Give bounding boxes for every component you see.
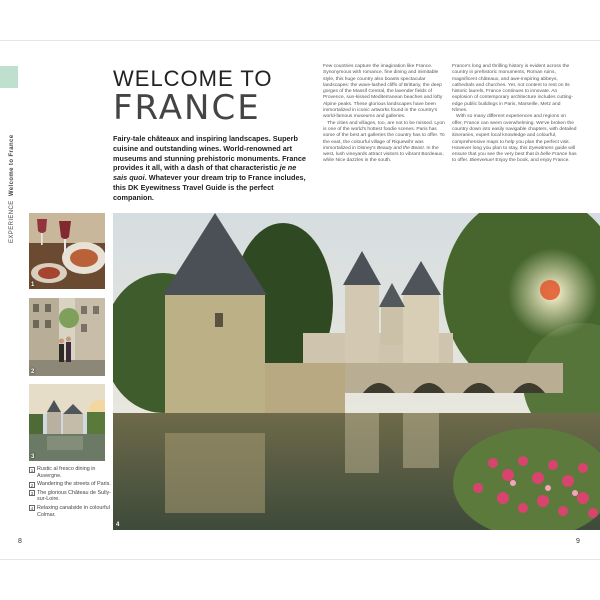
caption-3: 3 The glorious Château de Sully-sur-Loire. xyxy=(30,489,112,503)
photo-dining xyxy=(29,213,105,289)
column-b-paragraph-1: France's long and thrilling history is evident across the country in prehistoric monuments, Roman ruins, magnificent châteaux, and awe-inspiring abbeys, cathedrals and churches. Yet, not content to rest on its historic laurels, France continues to innovate. An explosion of contemporary architecture includes cutting-edge public buildings in Paris, Marseille, Metz and Nîmes. xyxy=(452,64,573,114)
column-a-paragraph-2: The cities and villages, too, are not to be missed. Lyon is one of the world's hottest foodie scenes. Paris has some of the best art galleries the country has to offer. To the east, the colourful village of Riquewihr was immortalized in Disney's Beauty and the Beast. In the west, lush vineyards attract visitors to vibrant Bordeaux, while Nice dazzles in the south. xyxy=(323,120,445,164)
street-photo-image xyxy=(29,298,105,376)
photo-captions xyxy=(29,466,111,520)
text-column-a xyxy=(323,64,448,165)
chateau-main-photo-image xyxy=(113,213,600,530)
photo-number: 1 xyxy=(31,282,35,288)
section-topic: Welcome to France xyxy=(9,134,15,197)
text-column-b xyxy=(452,64,577,165)
photo-paris-street xyxy=(29,298,105,376)
photo-number: 3 xyxy=(31,454,35,460)
photo-chateau-small xyxy=(29,384,105,461)
caption-4: 4 Relaxing canalside in colourful Colmar. xyxy=(30,504,110,518)
page-number-right: 9 xyxy=(576,538,580,545)
section-label xyxy=(9,123,15,243)
page-number-left: 8 xyxy=(18,538,22,545)
column-a-paragraph-1: Few countries capture the imagination like France. Synonymous with romance, fine dining and inimitable style, this huge country also boasts spectacular landscapes: the wave-lashed cliffs of Brittany, the deep gorges of the Massif Central, the lavender fields of Provence, sun-kissed Mediterranean beaches and lofty Alpine peaks. These glorious landscapes have been immortalized in iconic artworks found in the country's world-famous museums and galleries. xyxy=(323,64,443,120)
dining-photo-image xyxy=(29,213,105,289)
title-line-1: WELCOME TO xyxy=(113,66,273,91)
caption-1: 1 Rustic al fresco dining in Auvergne. xyxy=(30,466,96,479)
title-line-2: FRANCE xyxy=(113,88,261,128)
section-name: EXPERIENCE xyxy=(9,200,15,243)
caption-2: 2 Wandering the streets of Paris. xyxy=(30,481,111,488)
photo-number: 4 xyxy=(116,522,120,528)
chateau-small-photo-image xyxy=(29,384,105,461)
intro-paragraph: Fairy-tale châteaux and inspiring landscapes. Superb cuisine and outstanding wines. World-renowned art museums and stunning prehistoric monuments. France provides it all, with a dash of that characteristic je ne sais quoi. Whatever your dream trip to France includes, this DK Eyewitness Travel Guide is the perfect companion. xyxy=(113,134,306,202)
section-tab xyxy=(0,66,18,88)
photo-number: 2 xyxy=(31,369,35,375)
photo-chateau-main xyxy=(113,213,600,530)
column-b-paragraph-2: With so many different experiences and regions on offer, France can seem overwhelming. We've broken the country down into easily navigable chapters, with detailed itineraries, expert local knowledge and colourful, comprehensive maps to help you plan the perfect visit. However long you plan to stay, this Eyewitness guide will ensure that you see the very best that la belle France has to offer. Bienvenue! Enjoy the book, and enjoy France. xyxy=(452,114,577,164)
